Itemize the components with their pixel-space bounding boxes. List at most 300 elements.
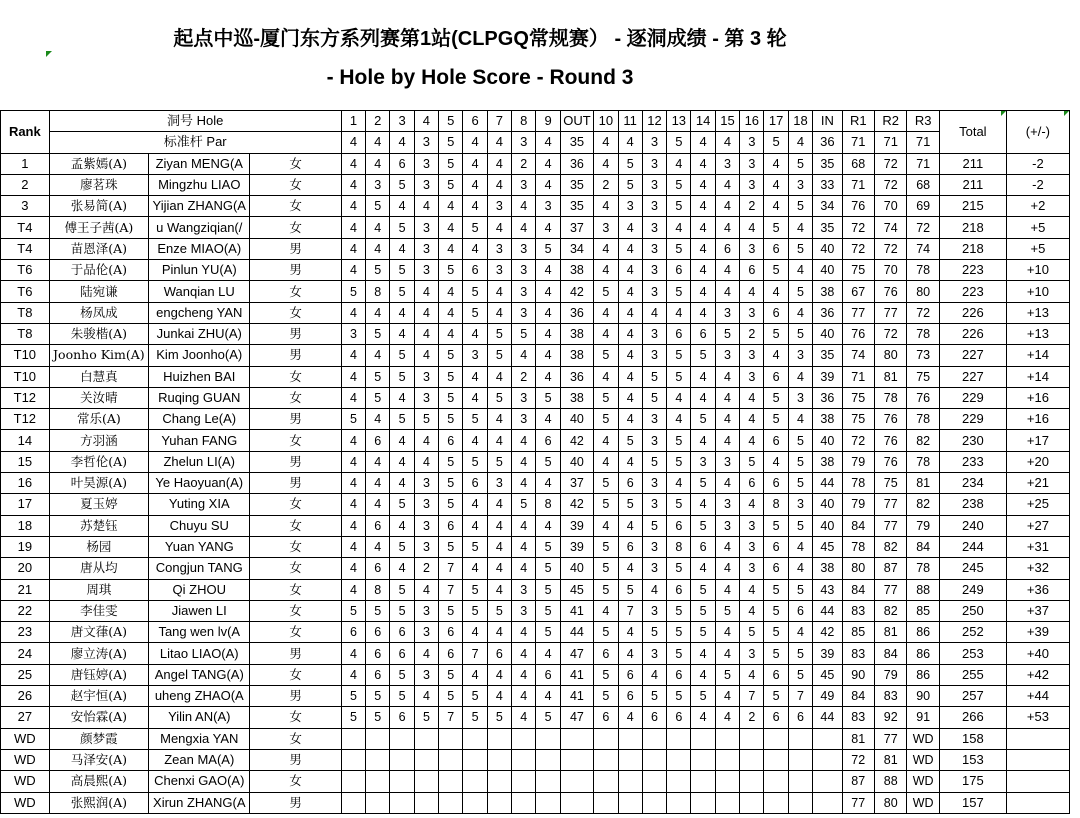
to-par-cell: +10 [1006,281,1069,302]
score-cell: 4 [618,345,642,366]
to-par-cell: +36 [1006,579,1069,600]
to-par-cell [1006,728,1069,749]
hole-number: 16 [740,111,764,132]
score-cell: 5 [366,387,390,408]
score-cell: 5 [618,174,642,195]
player-name-en: engcheng YAN [149,302,250,323]
score-cell: 5 [439,174,463,195]
score-cell: 4 [715,622,739,643]
score-cell: 38 [813,409,842,430]
score-cell: 4 [536,281,560,302]
total-cell: 250 [939,600,1006,621]
score-cell: 5 [764,686,788,707]
score-cell [594,771,618,792]
to-par-cell: +44 [1006,686,1069,707]
score-cell: 75 [907,366,939,387]
total-cell: 240 [939,515,1006,536]
score-cell: 86 [907,664,939,685]
player-gender: 男 [250,345,341,366]
score-cell: 4 [512,686,536,707]
score-cell: 40 [813,260,842,281]
rank-cell: 14 [1,430,50,451]
score-cell: 45 [813,536,842,557]
score-cell: 5 [691,600,715,621]
player-row [1,494,1070,515]
to-par-cell: +31 [1006,536,1069,557]
score-cell: 35 [813,153,842,174]
score-cell: 72 [907,217,939,238]
to-par-cell: +37 [1006,600,1069,621]
player-gender: 男 [250,643,341,664]
player-gender: 女 [250,302,341,323]
hole-number: 13 [667,111,691,132]
score-cell: 4 [463,430,487,451]
hole-number: IN [813,111,842,132]
score-cell: 4 [366,345,390,366]
score-cell: 7 [618,600,642,621]
score-cell [463,728,487,749]
score-cell: 81 [874,622,906,643]
score-cell: 72 [874,153,906,174]
score-cell: 5 [788,473,812,494]
player-row [1,302,1070,323]
score-cell: 3 [414,536,438,557]
score-cell: 2 [740,323,764,344]
par-value: 4 [618,132,642,153]
score-cell: 5 [764,622,788,643]
score-cell: 4 [667,217,691,238]
player-name-en: Litao LIAO(A) [149,643,250,664]
score-cell: 3 [642,409,666,430]
score-cell: 6 [667,515,691,536]
score-cell: 4 [341,153,365,174]
score-cell: 3 [642,430,666,451]
to-par-cell: +17 [1006,430,1069,451]
score-cell: 5 [487,707,511,728]
total-cell: 223 [939,260,1006,281]
score-cell: 76 [842,323,874,344]
score-cell: 78 [907,260,939,281]
score-cell: 5 [788,196,812,217]
to-par-cell: +10 [1006,260,1069,281]
score-cell: 6 [463,260,487,281]
score-cell: 4 [715,579,739,600]
player-gender: 男 [250,473,341,494]
player-row [1,409,1070,430]
score-cell: 4 [341,174,365,195]
score-cell: 4 [536,302,560,323]
to-par-cell: +13 [1006,302,1069,323]
player-gender: 男 [250,749,341,770]
score-cell: 5 [390,366,414,387]
score-cell: 4 [341,260,365,281]
score-cell: 4 [594,366,618,387]
score-cell [642,792,666,813]
score-cell: 3 [642,600,666,621]
player-name-cn: 张易简(A) [49,196,148,217]
total-cell: 244 [939,536,1006,557]
score-cell: 6 [618,473,642,494]
score-cell: 3 [414,238,438,259]
score-cell: 4 [618,558,642,579]
score-cell: 5 [691,409,715,430]
score-cell: 5 [463,302,487,323]
score-cell [788,792,812,813]
par-value: 4 [341,132,365,153]
score-cell [618,792,642,813]
score-cell: 3 [487,473,511,494]
hole-number: 5 [439,111,463,132]
player-gender: 女 [250,174,341,195]
player-gender: 男 [250,451,341,472]
score-cell: WD [907,749,939,770]
score-cell: 5 [439,409,463,430]
score-cell: 5 [667,238,691,259]
score-cell: 4 [487,217,511,238]
score-cell: 3 [463,345,487,366]
score-cell: 37 [560,217,593,238]
score-cell [487,771,511,792]
score-cell: 5 [487,600,511,621]
score-cell: 5 [390,536,414,557]
score-cell: 5 [764,515,788,536]
score-cell: 3 [740,302,764,323]
player-row [1,260,1070,281]
player-name-cn: 苏楚钰 [49,515,148,536]
score-cell: 6 [764,536,788,557]
score-cell: 70 [874,196,906,217]
player-name-en: uheng ZHAO(A [149,686,250,707]
to-par-cell: +20 [1006,451,1069,472]
score-cell: 4 [594,153,618,174]
hole-number: 18 [788,111,812,132]
score-cell: 4 [414,451,438,472]
score-cell: 5 [667,558,691,579]
score-cell: 40 [560,409,593,430]
player-name-cn: 唐文葎(A) [49,622,148,643]
score-cell: 4 [390,430,414,451]
player-name-en: Junkai ZHU(A) [149,323,250,344]
par-value: 4 [463,132,487,153]
score-cell: 79 [842,494,874,515]
score-cell: 6 [341,622,365,643]
score-cell: 5 [463,451,487,472]
score-cell: 5 [536,451,560,472]
player-name-cn: 唐钰婷(A) [49,664,148,685]
rank-cell: T12 [1,387,50,408]
score-cell: 90 [842,664,874,685]
rank-cell: T8 [1,302,50,323]
score-cell: 4 [788,622,812,643]
to-par-cell: +39 [1006,622,1069,643]
total-cell: 245 [939,558,1006,579]
score-cell: 6 [594,707,618,728]
player-row [1,345,1070,366]
rank-cell: 15 [1,451,50,472]
player-gender: 女 [250,622,341,643]
player-gender: 女 [250,217,341,238]
score-cell: 44 [813,473,842,494]
score-cell: 4 [764,345,788,366]
score-cell: 6 [667,260,691,281]
player-gender: 女 [250,728,341,749]
score-cell: 87 [842,771,874,792]
score-cell: 35 [813,217,842,238]
score-cell: 4 [691,217,715,238]
score-cell: 4 [512,515,536,536]
player-gender: 男 [250,260,341,281]
score-cell: 4 [715,217,739,238]
score-cell: 5 [536,387,560,408]
score-cell: 5 [439,387,463,408]
score-cell: 3 [414,473,438,494]
score-cell: 43 [813,579,842,600]
player-name-cn: 陆宛谦 [49,281,148,302]
player-gender: 女 [250,515,341,536]
score-cell: 3 [414,260,438,281]
total-cell: 158 [939,728,1006,749]
score-cell [366,749,390,770]
player-name-en: Kim Joonho(A) [149,345,250,366]
player-gender: 女 [250,387,341,408]
score-cell: 5 [463,686,487,707]
score-cell: 4 [414,579,438,600]
score-cell: 6 [439,622,463,643]
score-cell: 5 [764,579,788,600]
score-cell: 4 [390,558,414,579]
score-cell [341,771,365,792]
score-cell: 6 [594,643,618,664]
score-cell: 4 [642,579,666,600]
score-cell: 5 [764,387,788,408]
player-name-en: Mengxia YAN [149,728,250,749]
score-cell: 5 [764,600,788,621]
score-cell: 76 [874,281,906,302]
score-cell: 4 [366,451,390,472]
score-cell: 5 [390,579,414,600]
score-cell: 39 [560,536,593,557]
score-cell: 4 [788,536,812,557]
score-cell: 37 [560,473,593,494]
score-cell: 72 [907,302,939,323]
score-cell: 3 [414,153,438,174]
score-cell: 4 [341,217,365,238]
score-cell: 7 [788,686,812,707]
score-cell: 5 [594,345,618,366]
score-cell: 78 [907,451,939,472]
score-cell: 88 [874,771,906,792]
score-cell: 5 [439,686,463,707]
score-cell: 5 [667,366,691,387]
total-cell: 218 [939,217,1006,238]
score-cell: 73 [907,345,939,366]
score-cell: 8 [667,536,691,557]
score-cell [463,771,487,792]
score-cell: 5 [390,260,414,281]
score-cell: 3 [512,600,536,621]
score-cell: 6 [764,558,788,579]
score-cell [691,728,715,749]
score-cell: 6 [366,558,390,579]
score-cell: 4 [618,366,642,387]
score-cell: 4 [740,387,764,408]
score-cell: 3 [715,302,739,323]
score-cell: 4 [341,664,365,685]
score-cell [536,728,560,749]
score-cell: 5 [618,579,642,600]
score-cell: 3 [487,238,511,259]
player-name-cn: 廖茗珠 [49,174,148,195]
score-cell: 5 [341,600,365,621]
player-row [1,536,1070,557]
total-cell: 255 [939,664,1006,685]
score-cell: 86 [907,643,939,664]
score-cell: 4 [764,281,788,302]
to-par-cell: +27 [1006,515,1069,536]
score-cell: 4 [341,387,365,408]
score-cell: 4 [740,494,764,515]
score-cell: 4 [642,664,666,685]
score-cell: 3 [536,196,560,217]
score-cell: 3 [487,196,511,217]
score-cell: 3 [512,260,536,281]
score-cell: 4 [487,515,511,536]
score-cell: 4 [414,345,438,366]
score-cell: 72 [842,217,874,238]
score-cell [439,749,463,770]
score-cell: 4 [715,174,739,195]
score-cell: 5 [667,196,691,217]
player-row [1,664,1070,685]
to-par-cell [1006,749,1069,770]
score-cell [366,771,390,792]
score-cell [487,792,511,813]
score-cell: 4 [536,515,560,536]
total-cell: 227 [939,345,1006,366]
player-name-en: u Wangziqian(/ [149,217,250,238]
score-cell: 4 [390,238,414,259]
score-cell: 5 [594,622,618,643]
player-name-en: Jiawen LI [149,600,250,621]
score-cell: 5 [512,323,536,344]
rank-cell: T4 [1,217,50,238]
score-cell: 5 [642,515,666,536]
header-row-par [1,132,1070,153]
hole-number: R1 [842,111,874,132]
score-cell: 3 [788,174,812,195]
score-cell: 36 [813,302,842,323]
score-cell: 76 [842,196,874,217]
total-cell: 227 [939,366,1006,387]
score-cell: 38 [560,345,593,366]
score-cell: 42 [560,494,593,515]
score-cell: 3 [512,387,536,408]
score-cell [594,792,618,813]
score-cell: 4 [390,302,414,323]
score-cell: 4 [764,153,788,174]
score-cell: 4 [594,323,618,344]
score-cell: 5 [439,600,463,621]
total-cell: 223 [939,281,1006,302]
player-name-en: Yilin AN(A) [149,707,250,728]
score-cell: 5 [390,281,414,302]
score-cell: 4 [691,238,715,259]
score-cell [463,792,487,813]
score-cell: 4 [691,664,715,685]
hole-number: 14 [691,111,715,132]
score-cell: 4 [390,196,414,217]
score-cell [536,771,560,792]
score-cell: 5 [618,430,642,451]
par-value: 4 [788,132,812,153]
score-cell: 4 [341,558,365,579]
score-cell [642,749,666,770]
par-value: 35 [560,132,593,153]
score-cell: 5 [691,473,715,494]
score-cell: 68 [842,153,874,174]
to-par-cell [1006,792,1069,813]
score-cell: 5 [642,622,666,643]
score-cell: 4 [691,707,715,728]
player-gender: 女 [250,366,341,387]
player-name-cn: 杨园 [49,536,148,557]
score-cell: 39 [813,366,842,387]
score-cell: 3 [715,451,739,472]
score-cell [740,771,764,792]
score-cell: 4 [715,707,739,728]
score-cell: 6 [618,536,642,557]
score-cell: 40 [560,558,593,579]
player-name-en: Ziyan MENG(A [149,153,250,174]
par-value: 4 [715,132,739,153]
player-name-cn: 张熙润(A) [49,792,148,813]
score-cell: 78 [842,473,874,494]
score-cell: 40 [813,515,842,536]
score-cell: 5 [439,366,463,387]
score-cell: 3 [512,174,536,195]
score-cell: 3 [740,536,764,557]
player-gender: 女 [250,664,341,685]
rank-cell: 21 [1,579,50,600]
score-cell: 3 [642,238,666,259]
score-cell: 76 [907,387,939,408]
player-row [1,515,1070,536]
score-cell: 3 [512,302,536,323]
score-cell: 5 [366,600,390,621]
score-cell [667,749,691,770]
par-value: 71 [907,132,939,153]
score-cell: 5 [594,686,618,707]
score-cell: 6 [439,430,463,451]
score-cell: 4 [715,281,739,302]
score-cell [764,792,788,813]
player-gender: 女 [250,196,341,217]
score-cell: 4 [618,302,642,323]
score-cell: 4 [512,707,536,728]
score-cell: 4 [487,686,511,707]
score-cell: 4 [691,302,715,323]
hole-number: 15 [715,111,739,132]
score-cell: 4 [487,302,511,323]
hole-number: 7 [487,111,511,132]
total-cell: 218 [939,238,1006,259]
score-cell: 5 [715,323,739,344]
player-gender: 女 [250,281,341,302]
score-cell: 5 [341,707,365,728]
score-cell [366,728,390,749]
player-row [1,771,1070,792]
score-cell [560,728,593,749]
